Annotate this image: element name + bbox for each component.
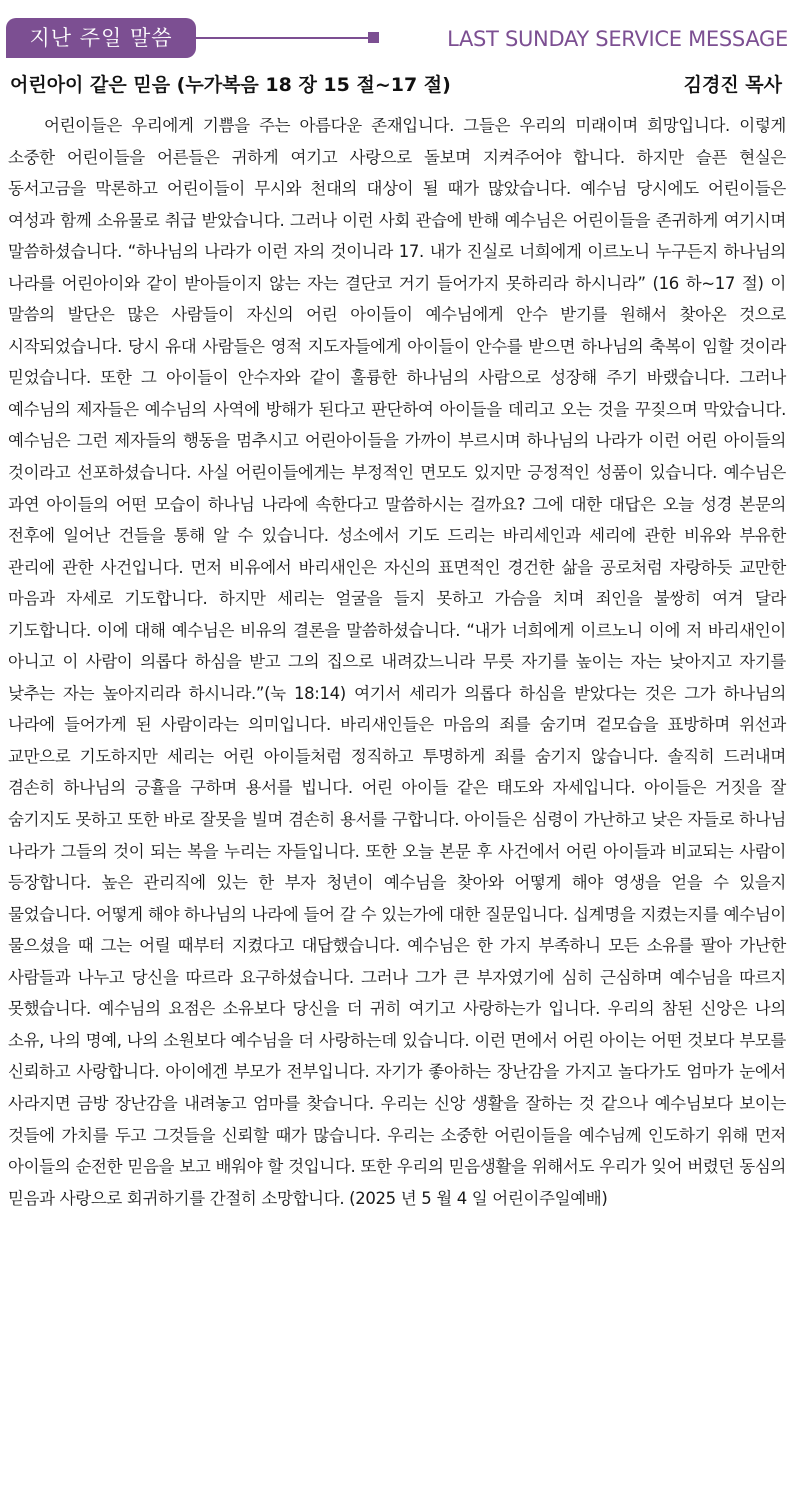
page-header [0,0,796,60]
header-divider-square [368,32,379,43]
header-divider-line [196,37,370,39]
preacher-name: 김경진 목사 [683,74,782,96]
section-badge: 지난 주일 말씀 [6,18,196,58]
sermon-body: 어린이들은 우리에게 기쁨을 주는 아름다운 존재입니다. 그들은 우리의 미래이며 희망입니다. 이렇게 소중한 어린이들을 어른들은 귀하게 여기고 사랑으로 돌보며 지켜주어야 합니다. 하지만 슬픈 현실은 동서고금을 막론하고 어린이들이 무시와 천대의 대상이 될 때가 많았습니다. 예수님 당시에도 어린이들은 여성과 함께 소유물로 취급 받았습니다. 그러나 이런 사회 관습에 반해 예수님은 어린이들을 존귀하게 여기시며 말씀하셨습니다. “하나님의 나라가 이런 자의 것이니라 17. 내가 진실로 너희에게 이르노니 누구든지 하나님의 나라를 어린아이와 같이 받아들이지 않는 자는 결단코 거기 들어가지 못하리라 하시니라” (16 하~17 절) 이 말씀의 발단은 많은 사람들이 자신의 어린 아이들이 예수님에게 안수 받기를 원해서 찾아온 것으로 시작되었습니다. 당시 유대 사람들은 영적 지도자들에게 아이들이 안수를 받으면 하나님의 축복이 임할 것이라 믿었습니다. 또한 그 아이들이 안수자와 같이 훌륭한 하나님의 사람으로 성장해 주기 바랬습니다. 그러나 예수님의 제자들은 예수님의 사역에 방해가 된다고 판단하여 아이들을 데리고 오는 것을 꾸짖으며 막았습니다. 예수님은 그런 제자들의 행동을 멈추시고 어린아이들을 가까이 부르시며 하나님의 나라가 이런 어린 아이들의 것이라고 선포하셨습니다. 사실 어린이들에게는 부정적인 면모도 있지만 긍정적인 성품이 있습니다. 예수님은 과연 아이들의 어떤 모습이 하나님 나라에 속한다고 말씀하시는 걸까요? 그에 대한 대답은 오늘 성경 본문의 전후에 일어난 건들을 통해 알 수 있습니다. 성소에서 기도 드리는 바리세인과 세리에 관한 비유와 부유한 관리에 관한 사건입니다. 먼저 비유에서 바리새인은 자신의 표면적인 경건한 삶을 공로처럼 자랑하듯 교만한 마음과 자세로 기도합니다. 하지만 세리는 얼굴을 들지 못하고 가슴을 치며 죄인을 불쌍히 여겨 달라 기도합니다. 이에 대해 예수님은 비유의 결론을 말씀하셨습니다. “내가 너희에게 이르노니 이에 저 바리새인이 아니고 이 사람이 의롭다 하심을 받고 그의 집으로 내려갔느니라 무릇 자기를 높이는 자는 낮아지고 자기를 낮추는 자는 높아지리라 하시니라.”(눅 18:14) 여기서 세리가 의롭다 하심을 받았다는 것은 그가 하나님의 나라에 들어가게 된 사람이라는 의미입니다. 바리새인들은 마음의 죄를 숨기며 겉모습을 표방하며 위선과 교만으로 기도하지만 세리는 어린 아이들처럼 정직하고 투명하게 죄를 숨기지 않습니다. 솔직히 드러내며 겸손히 하나님의 긍휼을 구하며 용서를 빕니다. 어린 아이들 같은 태도와 자세입니다. 아이들은 거짓을 잘 숨기지도 못하고 또한 바로 잘못을 빌며 겸손히 용서를 구합니다. 아이들은 심령이 가난하고 낮은 자들로 하나님 나라가 그들의 것이 되는 복을 누리는 자들입니다. 또한 오늘 본문 후 사건에서 어린 아이들과 비교되는 사람이 등장합니다. 높은 관리직에 있는 한 부자 청년이 예수님을 찾아와 어떻게 해야 영생을 얻을 수 있을지 물었습니다. 어떻게 해야 하나님의 나라에 들어 갈 수 있는가에 대한 질문입니다. 십계명을 지켰는지를 예수님이 물으셨을 때 그는 어릴 때부터 지켰다고 대답했습니다. 예수님은 한 가지 부족하니 모든 소유를 팔아 가난한 사람들과 나누고 당신을 따르라 요구하셨습니다. 그러나 그가 큰 부자였기에 심히 근심하며 예수님을 따르지 못했습니다. 예수님의 요점은 소유보다 당신을 더 귀히 여기고 사랑하는가 입니다. 우리의 참된 신앙은 나의 소유, 나의 명예, 나의 소원보다 예수님을 더 사랑하는데 있습니다. 이런 면에서 어린 아이는 어떤 것보다 부모를 신뢰하고 사랑합니다. 아이에겐 부모가 전부입니다. 자기가 좋아하는 장난감을 가지고 놀다가도 엄마가 눈에서 사라지면 금방 장난감을 내려놓고 엄마를 찾습니다. 우리는 신앙 생활을 잘하는 것 같으나 예수님보다 보이는 것들에 가치를 두고 그것들을 신뢰할 때가 많습니다. 우리는 소중한 어린이들을 예수님께 인도하기 위해 먼저 아이들의 순전한 믿음을 보고 배워야 할 것입니다. 또한 우리의 믿음생활을 위해서도 우리가 잊어 버렸던 동심의 믿음과 사랑으로 회귀하기를 간절히 소망합니다. (2025 년 5 월 4 일 어린이주일예배) [8,116,786,1208]
sermon-heading [0,68,796,102]
english-section-title: LAST SUNDAY SERVICE MESSAGE [447,27,788,51]
sermon-title: 어린아이 같은 믿음 (누가복음 18 장 15 절~17 절) [10,74,451,96]
